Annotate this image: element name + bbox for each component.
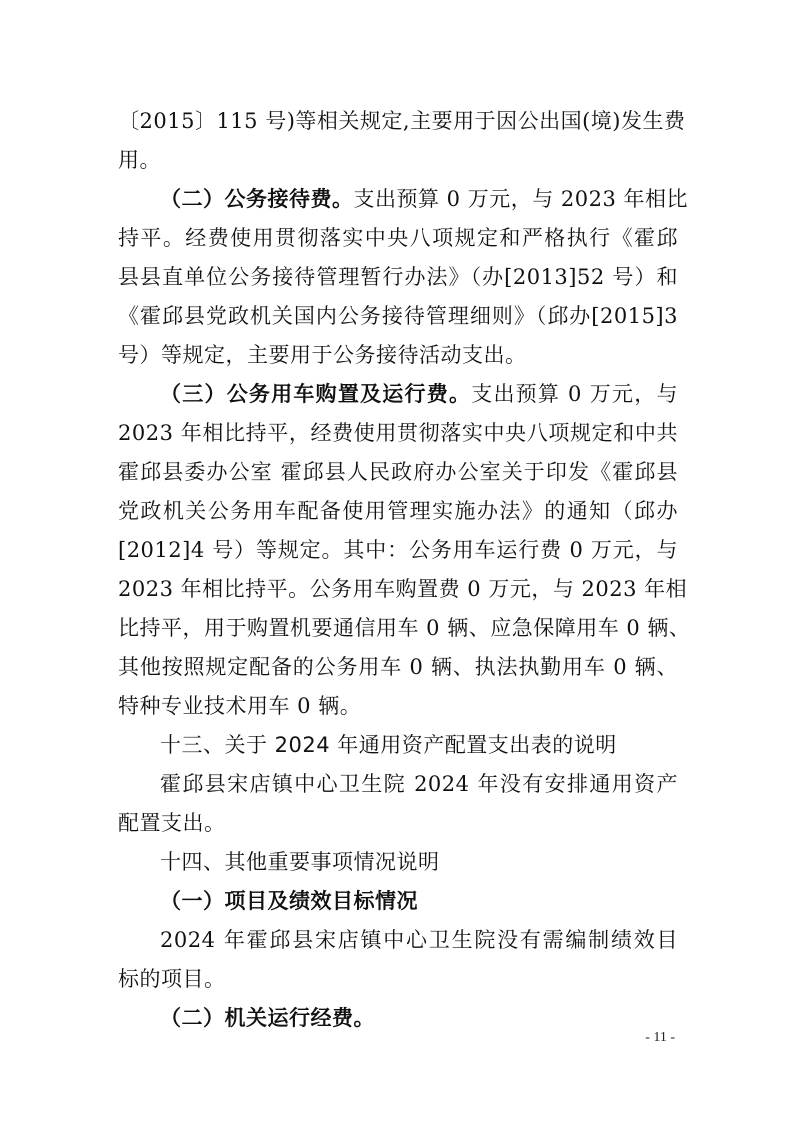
text-line: 配置支出。 xyxy=(118,811,226,835)
subsection-heading: （一）项目及绩效目标情况 xyxy=(160,889,418,913)
text-line: 2023 年相比持平，经费使用贯彻落实中央八项规定和中共 xyxy=(118,421,678,445)
section-heading: 十三、关于 2024 年通用资产配置支出表的说明 xyxy=(160,733,617,757)
text-line: 号）等规定，主要用于公务接待活动支出。 xyxy=(118,343,527,367)
text-line: 《霍邱县党政机关国内公务接待管理细则》（邱办[2015]3 xyxy=(118,304,678,328)
paragraph-line xyxy=(160,185,689,213)
section-lead: （三）公务用车购置及运行费。 xyxy=(160,382,472,406)
text-line: 用。 xyxy=(118,148,161,172)
section-heading: 十四、其他重要事项情况说明 xyxy=(160,850,440,874)
text-line: [2012]4 号）等规定。其中：公务用车运行费 0 万元，与 xyxy=(118,538,678,562)
text-line: 霍邱县宋店镇中心卫生院 2024 年没有安排通用资产 xyxy=(160,772,678,796)
text-line: 霍邱县委办公室 霍邱县人民政府办公室关于印发《霍邱县 xyxy=(118,460,678,484)
text-line: 〔2015〕115 号)等相关规定,主要用于因公出国(境)发生费 xyxy=(118,109,686,133)
section-lead: （二）公务接待费。 xyxy=(160,187,354,211)
text-line: 持平。经费使用贯彻落实中央八项规定和严格执行《霍邱 xyxy=(118,226,678,250)
page-number: - 11 - xyxy=(645,1030,675,1045)
text-line: 比持平，用于购置机要通信用车 0 辆、应急保障用车 0 辆、 xyxy=(118,616,691,640)
text-span: 支出预算 0 万元，与 2023 年相比 xyxy=(353,187,689,211)
text-line: 标的项目。 xyxy=(118,967,226,991)
text-line: 其他按照规定配备的公务用车 0 辆、执法执勤用车 0 辆、 xyxy=(118,655,678,679)
text-span: 支出预算 0 万元，与 xyxy=(471,382,678,406)
text-line: 特种专业技术用车 0 辆。 xyxy=(118,694,362,718)
text-line: 县县直单位公务接待管理暂行办法》（办[2013]52 号）和 xyxy=(118,265,678,289)
text-line: 党政机关公务用车配备使用管理实施办法》的通知（邱办 xyxy=(118,499,678,523)
paragraph-line xyxy=(160,380,678,408)
text-line: 2023 年相比持平。公务用车购置费 0 万元，与 2023 年相 xyxy=(118,577,688,601)
text-line: 2024 年霍邱县宋店镇中心卫生院没有需编制绩效目 xyxy=(160,928,678,952)
subsection-heading: （二）机关运行经费。 xyxy=(160,1006,375,1030)
